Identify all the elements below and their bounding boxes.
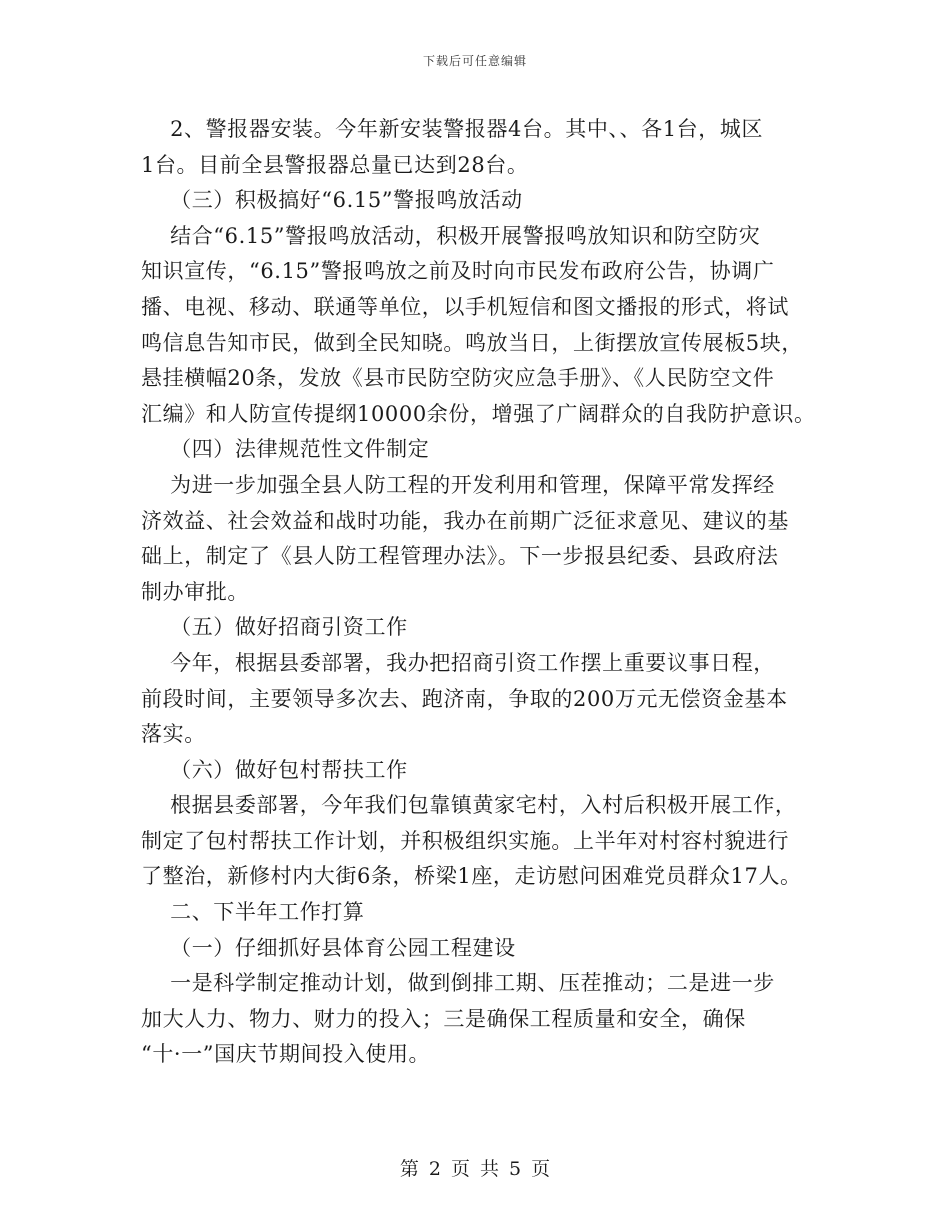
- text-line: “十·一”国庆节期间投入使用。: [141, 1042, 431, 1067]
- text-line: 了整治，新修村内大街6条，桥梁1座，走访慰问困难党员群众17人。: [141, 864, 802, 889]
- text-line: 汇编》和人防宣传提纲10000余份，增强了广阔群众的自我防护意识。: [141, 401, 816, 426]
- section-heading: （一）仔细抓好县体育公园工程建设: [141, 935, 516, 960]
- text-line: 知识宣传，“6.15”警报鸣放之前及时向市民发布政府公告，协调广: [141, 259, 775, 284]
- text-line: 悬挂横幅20条，发放《县市民防空防灾应急手册》、《人民防空文件: [141, 366, 775, 391]
- text-line: 为进一步加强全县人防工程的开发利用和管理，保障平常发挥经: [141, 472, 775, 497]
- text-line: 2、警报器安装。今年新安装警报器4台。其中、、各1台，城区: [141, 117, 764, 141]
- text-line: 制办审批。: [141, 579, 249, 604]
- text-line: 根据县委部署，今年我们包靠镇黄家宅村，入村后积极开展工作，: [141, 793, 797, 818]
- text-line: 今年，根据县委部署，我办把招商引资工作摆上重要议事日程，: [141, 650, 775, 675]
- text-line: 结合“6.15”警报鸣放活动，积极开展警报鸣放知识和防空防灾: [141, 223, 761, 248]
- text-line: 础上，制定了《县人防工程管理办法》。下一步报县纪委、县政府法: [141, 544, 779, 569]
- page-header: 下载后可任意编辑: [422, 54, 527, 68]
- text-line: 济效益、社会效益和战时功能，我办在前期广泛征求意见、建议的基: [141, 508, 789, 533]
- text-line: 加大人力、物力、财力的投入；三是确保工程质量和安全，确保: [141, 1006, 746, 1031]
- text-line: 鸣信息告知市民，做到全民知晓。鸣放当日，上街摆放宣传展板5块，: [141, 330, 803, 355]
- text-line: 1台。目前全县警报器总量已达到28台。: [141, 152, 529, 177]
- section-heading: （六）做好包村帮扶工作: [141, 757, 408, 782]
- section-heading: （五）做好招商引资工作: [141, 615, 408, 640]
- text-line: 制定了包村帮扶工作计划，并积极组织实施。上半年对村容村貌进行: [141, 828, 789, 853]
- text-line: 播、电视、移动、联通等单位，以手机短信和图文播报的形式，将试: [141, 294, 789, 319]
- page-number: 第 2 页 共 5 页: [399, 1158, 551, 1180]
- text-line: 前段时间，主要领导多次去、跑济南，争取的200万元无偿资金基本: [141, 686, 788, 711]
- text-line: 一是科学制定推动计划，做到倒排工期、压茬推动；二是进一步: [141, 971, 775, 996]
- text-line: 落实。: [141, 722, 206, 747]
- section-heading: （四）法律规范性文件制定: [141, 437, 430, 462]
- section-heading: 二、下半年工作打算: [141, 900, 365, 925]
- document-body: [141, 112, 816, 1073]
- section-heading: （三）积极搞好“6.15”警报鸣放活动: [141, 188, 523, 213]
